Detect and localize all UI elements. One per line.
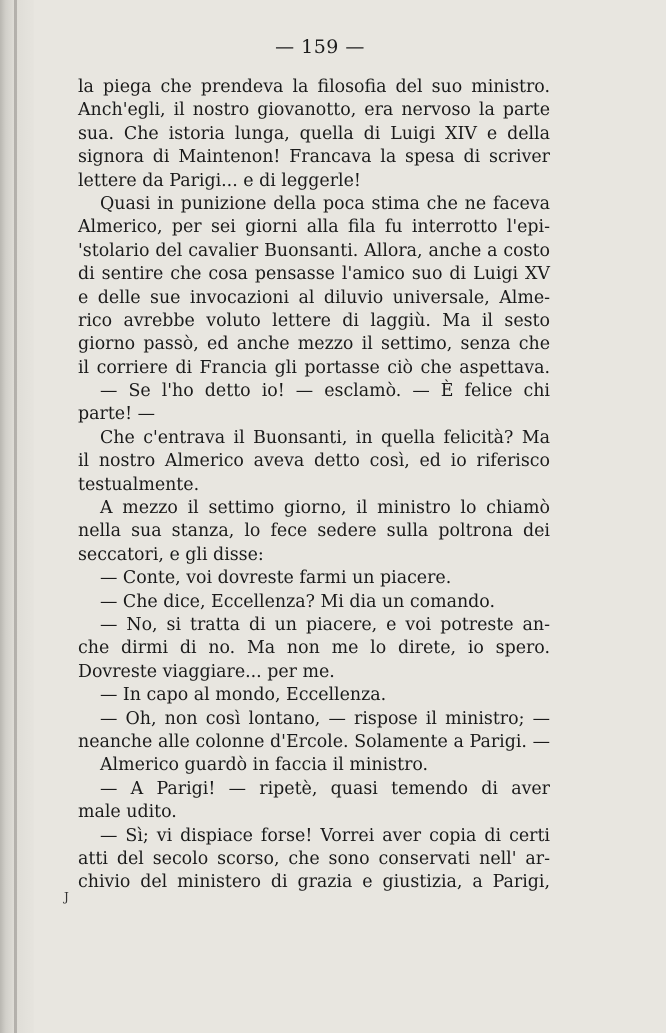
text-line: Almerico, per sei giorni alla fila fu interrotto l'epi- [78, 217, 550, 238]
text-line: Che c'entrava il Buonsanti, in quella felicità? Ma [100, 427, 550, 448]
text-line: male udito. [78, 802, 177, 823]
text-line: il nostro Almerico aveva detto così, ed io riferisco [78, 451, 550, 472]
text-line: — Conte, voi dovreste farmi un piacere. [100, 568, 452, 589]
text-line: e delle sue invocazioni al diluvio universale, Alme- [78, 287, 550, 308]
text-line: Anch'egli, il nostro giovanotto, era nervoso la parte [78, 100, 550, 121]
text-line: seccatori, e gli disse: [78, 544, 264, 565]
text-line: di sentire che cosa pensasse l'amico suo di Luigi XV [78, 264, 550, 285]
text-line: — Se l'ho detto io! — esclamò. — È felice chi [100, 381, 550, 402]
text-line: 'stolario del cavalier Buonsanti. Allora, anche a costo [78, 240, 550, 261]
text-line: chivio del ministero di grazia e giustizia, a Parigi, [78, 872, 550, 893]
text-line: — Oh, non così lontano, — rispose il ministro; — [100, 708, 550, 729]
page-number: — 159 — [275, 36, 365, 58]
text-line: sua. Che istoria lunga, quella di Luigi XIV e della [78, 123, 550, 144]
text-line: — Che dice, Eccellenza? Mi dia un comando. [100, 591, 495, 612]
text-line: — Sì; vi dispiace forse! Vorrei aver copia di certi [100, 825, 550, 846]
body-text [78, 76, 550, 895]
text-line: il corriere di Francia gli portasse ciò che aspettava. [78, 357, 550, 378]
text-line: che dirmi di no. Ma non me lo direte, io spero. [78, 638, 550, 659]
text-line: neanche alle colonne d'Ercole. Solamente a Parigi. — [78, 731, 550, 752]
text-line: la piega che prendeva la filosofia del suo ministro. [78, 77, 550, 97]
text-line: parte! — [78, 404, 156, 425]
text-line: atti del secolo scorso, che sono conservati nell' ar- [78, 848, 550, 869]
text-line: rico avrebbe voluto lettere di laggiù. Ma il sesto [78, 310, 550, 331]
text-line: nella sua stanza, lo fece sedere sulla poltrona dei [78, 521, 550, 542]
text-line: — No, si tratta di un piacere, e voi potreste an- [100, 614, 550, 635]
text-line: A mezzo il settimo giorno, il ministro lo chiamò [100, 498, 550, 519]
text-line: — In capo al mondo, Eccellenza. [100, 685, 387, 706]
text-line: — A Parigi! — ripetè, quasi temendo di aver [100, 778, 550, 799]
binding-edge-line [14, 0, 17, 1033]
text-line: Dovreste viaggiare... per me. [78, 661, 335, 682]
text-line: Almerico guardò in faccia il ministro. [100, 755, 429, 776]
text-line: Quasi in punizione della poca stima che ne faceva [100, 193, 550, 214]
text-line: lettere da Parigi... e di leggerle! [78, 170, 361, 191]
text-line: testualmente. [78, 474, 200, 495]
text-line: signora di Maintenon! Francava la spesa di scriver [78, 147, 550, 168]
corner-mark: J [64, 890, 69, 904]
text-line: giorno passò, ed anche mezzo il settimo, senza che [78, 334, 550, 355]
page-binding-shadow [0, 0, 34, 1033]
